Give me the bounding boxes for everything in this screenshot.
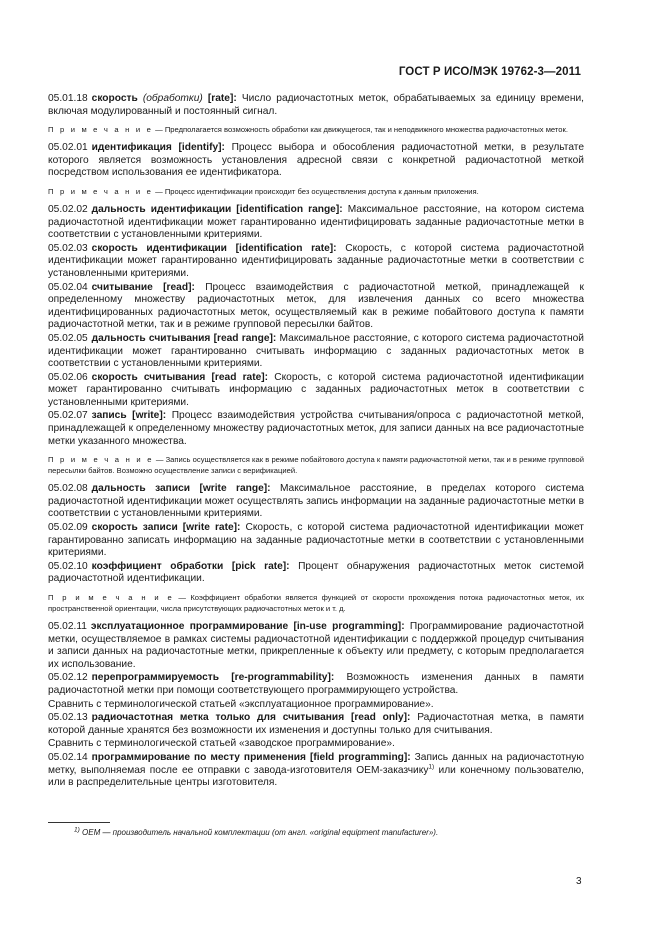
term-english: [rate]: (207, 93, 237, 104)
footnote-mark: 1) (74, 826, 80, 834)
definition-text: Процент обнаружения радиочастотных меток системой радиочастотной идентификации. (48, 560, 584, 585)
entry-number: 05.02.02 (48, 203, 88, 215)
term-name: дальность идентификации (91, 203, 232, 215)
term-name: скорость (91, 93, 138, 104)
term-english: [identification rate]: (235, 242, 337, 254)
term-entry (48, 561, 584, 586)
note (48, 186, 584, 197)
entry-number: 05.02.01 (48, 142, 88, 154)
definition-text: Процесс взаимодействия с радиочастотной меткой, принадлежащей к определенному множеству радиочастотных меток, для извлечения данных со всего множества идентифицированных радиочастотных меток, осуществляемый как в режиме побайтового доступа к памяти радиочастотной метки, так и в режиме групповой пересылки байтов. (48, 281, 584, 331)
definition-text: Максимальное расстояние, в пределах которого система радиочастотной идентификации может осуществлять запись информации на заданные радиочастотные метки в соответствии с установленными критериями. (48, 483, 585, 520)
term-entry (48, 333, 584, 371)
term-name: скорость считывания (91, 371, 206, 383)
term-entry (48, 372, 584, 410)
term-english: [identification range]: (236, 203, 343, 215)
term-english: [read rate]: (211, 371, 269, 383)
note (48, 454, 584, 476)
term-english: [read]: (163, 281, 195, 293)
entry-number: 05.02.09 (48, 522, 88, 534)
cross-reference-text: Сравнить с терминологической статьей «заводское программирование». (48, 738, 395, 750)
cross-reference (48, 738, 584, 751)
definition-text: Скорость, с которой система радиочастотной идентификации может гарантированно считывать информацию с заданных радиочастотных меток в соответствии с установленными критериями. (48, 371, 584, 408)
term-entry (48, 142, 584, 180)
definition-text: Число радиочастотных меток, обрабатываемых за единицу времени, включая модулированный и постоянный сигнал. (48, 93, 584, 117)
page-number: 3 (576, 876, 582, 887)
term-english: [identify]: (178, 142, 225, 154)
definition-text: Максимальное расстояние, на котором система радиочастотной идентификации может гарантированно идентифицировать заданные радиочастотные метки в соответствии с установленными критериями. (48, 203, 585, 241)
entry-number: 05.02.13 (48, 712, 88, 724)
entry-number: 05.02.05 (48, 332, 88, 344)
note-text: — Запись осуществляется как в режиме побайтового доступа к памяти радиочастотной метки, так и в режиме групповой пересылки байтов. Возможно осуществление записи с верификацией. (48, 455, 584, 476)
term-name: дальность записи (91, 483, 191, 495)
entry-number: 05.02.06 (48, 371, 88, 383)
note (48, 592, 584, 614)
term-entry (48, 282, 584, 332)
definition-text: Скорость, с которой система радиочастотной идентификации может гарантированно идентифицировать заданные радиочастотные метки в соответствии с установленными критериями. (48, 242, 585, 279)
note-text: — Коэффициент обработки является функцией от скорости прохождения потока радиочастотных меток, их пространственной ориентации, числа присутствующих радиочастотных меток и т. д. (48, 593, 584, 613)
term-entry (48, 522, 584, 560)
term-name: запись (91, 410, 127, 422)
term-english: [write]: (132, 410, 167, 422)
term-name: коэффициент обработки (91, 560, 224, 572)
term-entry (48, 712, 584, 737)
term-qualifier: (обработки) (142, 93, 203, 104)
entry-number: 05.02.12 (48, 672, 88, 684)
term-english: [read only]: (350, 712, 411, 724)
term-english: [write rate]: (182, 522, 241, 534)
term-english: [in-use programming]: (293, 621, 405, 632)
term-entry (48, 204, 584, 242)
footnote (74, 828, 438, 837)
note-label: П р и м е ч а н и е (48, 455, 154, 465)
cross-reference-text: Сравнить с терминологической статьей «эксплуатационное программирование». (48, 698, 434, 710)
entry-number: 05.02.11 (48, 621, 87, 632)
definition-text: Максимальное расстояние, с которого система радиочастотной идентификации может гарантированно считывать информацию с заданных радиочастотных меток в соответствии с установленными критериями. (48, 332, 585, 370)
note-label: П р и м е ч а н и е (48, 186, 153, 196)
footnote-text: OEM — производитель начальной комплектации (от англ. «original equipment manufacturer»). (82, 828, 439, 837)
definition-text: Запись данных на радиочастотную метку, выполняемая после ее отправки с завода-изготовителя OEM-заказчику (48, 751, 585, 776)
term-name: считывание (91, 281, 153, 293)
term-english: [write range]: (199, 483, 271, 495)
entry-number: 05.01.18 (48, 93, 88, 104)
document-header: ГОСТ Р ИСО/МЭК 19762-3—2011 (398, 66, 581, 78)
term-name: дальность считывания (91, 332, 211, 344)
entry-number: 05.02.04 (48, 281, 88, 293)
term-english: [pick rate]: (231, 560, 290, 572)
term-name: радиочастотная метка только для считывания (91, 712, 345, 724)
term-name: программирование по месту применения (91, 751, 306, 763)
term-entry (48, 621, 584, 671)
document-body (48, 93, 584, 791)
term-entry (48, 752, 584, 790)
definition-text: Процесс взаимодействия устройства считывания/опроса с радиочастотной меткой, принадлежащей к определенному множеству радиочастотных меток, для записи данных на все радиочастотные метки указанного множества. (48, 410, 584, 447)
note (48, 124, 584, 135)
term-entry (48, 93, 584, 118)
entry-number: 05.02.03 (48, 242, 88, 254)
cross-reference (48, 699, 584, 712)
term-entry (48, 483, 584, 521)
term-english: [re-programmability]: (231, 672, 335, 684)
definition-text: Программирование радиочастотной метки, осуществляемое в рамках системы радиочастотной идентификации с поддержкой процедур считывания и записи данных на радиочастотные метки, прикрепленные к объекту или предмету, с которым предполагается их использование. (48, 621, 584, 670)
term-english: [read range]: (213, 332, 277, 344)
footnote-ref: 1) (428, 763, 435, 771)
note-text: — Процесс идентификации происходит без осуществления доступа к данным приложения. (155, 186, 479, 196)
term-name: скорость идентификации (91, 242, 227, 254)
footnote-divider (48, 822, 110, 823)
note-label: П р и м е ч а н и е (48, 593, 174, 602)
term-name: эксплуатационное программирование (90, 621, 289, 632)
entry-number: 05.02.07 (48, 410, 88, 422)
entry-number: 05.02.10 (48, 560, 88, 572)
entry-number: 05.02.14 (48, 751, 88, 763)
definition-text-continued: или конечному пользователю, или в распределительные центры изготовителя. (48, 764, 584, 789)
term-name: перепрограммируемость (91, 672, 219, 684)
note-text: — Предполагается возможность обработки как движущегося, так и неподвижного множества радиочастотных меток. (155, 125, 568, 135)
term-name: скорость записи (91, 522, 178, 534)
definition-text: Скорость, с которой система радиочастотной идентификации может гарантированно записать информацию на заданные радиочастотные метки в соответствии с установленными критериями. (48, 522, 584, 559)
definition-text: Возможность изменения данных в памяти радиочастотной метки при помощи соответствующего программирующего устройства. (48, 672, 584, 696)
definition-text: Радиочастотная метка, в памяти которой данные хранятся без возможности их изменения и доступны только для считывания. (48, 712, 584, 736)
term-english: [field programming]: (309, 751, 411, 763)
term-entry (48, 410, 584, 448)
term-entry (48, 672, 584, 697)
entry-number: 05.02.08 (48, 483, 88, 495)
note-label: П р и м е ч а н и е (48, 125, 153, 135)
definition-text: Процесс выбора и обособления радиочастотной метки, в результате которого является возможность установления адресной связи с конкретной радиочастотной меткой посредством использования ее идентификатора. (48, 142, 584, 179)
term-name: идентификация (91, 142, 172, 154)
term-entry (48, 243, 584, 281)
